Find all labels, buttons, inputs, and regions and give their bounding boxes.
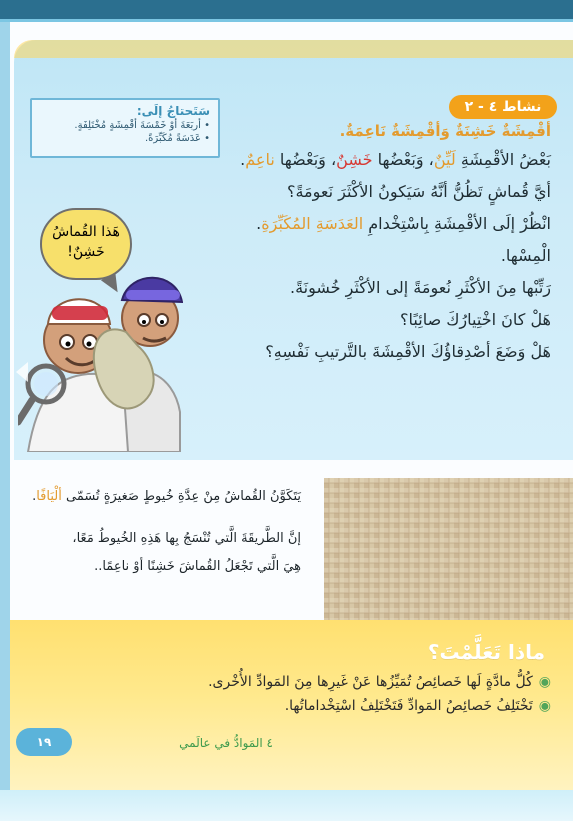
- materials-box: [30, 98, 220, 158]
- text-segment: يَتَكَوَّنُ القُماشُ مِنْ عِدَّةِ خُيوطٍ صَغيرَةٍ تُسَمّى: [61, 489, 301, 504]
- chevron-left-icon[interactable]: [16, 362, 28, 382]
- instruction-line-7: هَلْ وَضَعَ أصْدِقاؤُكَ الأقْمِشَةَ بالتَّرتيبِ نَفْسِهِ؟: [265, 342, 551, 361]
- activity-heading: أقْمِشَةٌ خَشِنَةٌ وَأقْمِشَةٌ نَاعِمَةٌ.: [339, 122, 551, 140]
- materials-item: • عَدَسَةً مُكَبِّرَةً.: [144, 133, 210, 144]
- highlight-smooth: ناعِمٌ: [245, 150, 275, 169]
- learned-item: [285, 698, 551, 714]
- learned-item: [208, 674, 551, 690]
- instruction-line-5: رَتِّبْها مِنَ الأكْثَرِ نُعومَةً إلى الأكْثَرِ خُشونَةً.: [290, 278, 551, 297]
- highlight-soft: لَيِّنٌ: [433, 150, 456, 169]
- instruction-line-3: [256, 214, 551, 233]
- page-number-chip: [16, 728, 72, 756]
- instruction-line-6: هَلْ كانَ اخْتِيارُكَ صائِبًا؟: [400, 310, 551, 329]
- top-bar: [0, 0, 573, 22]
- text-segment: ، وَبَعْضُها: [274, 150, 337, 169]
- activity-tag: نشاط ٤ - ٢: [449, 95, 557, 119]
- info-paragraph-1: [31, 486, 301, 508]
- info-paragraph-3: هِيَ الَّتي تَجْعَلُ القُماشَ خَشِنًا أوْ ناعِمًا..: [94, 559, 301, 574]
- page-edge: [0, 22, 10, 790]
- instruction-line-2: أيَّ قُماشٍ تَظُنُّ أنَّهُ سَيَكونُ الأكْثَرَ نَعومَةً؟: [286, 182, 551, 201]
- text-segment: انْظُرْ إلَى الأقْمِشَةِ بِاسْتِخْدامِ: [363, 214, 551, 233]
- learned-text: تَخْتَلِفُ خَصائِصُ المَوادِّ فَتَخْتَلِفُ اسْتِخْداماتُها.: [284, 698, 533, 714]
- fabric-texture-image: [324, 478, 573, 630]
- text-segment: ، وَبَعْضُها: [372, 150, 434, 169]
- instruction-line-4: الْمِسْها.: [500, 246, 551, 265]
- highlight-lens: العَدَسَةِ المُكَبِّرَةِ: [261, 214, 364, 233]
- highlight-rough: خَشِنٌ: [336, 150, 373, 169]
- materials-title: سَتَحتاجُ إلَى:: [136, 104, 210, 118]
- bottom-strip: [0, 790, 573, 821]
- text-segment: .: [256, 214, 262, 233]
- children-illustration: [18, 262, 183, 452]
- page-number: ١٩: [36, 735, 52, 749]
- learned-text: كُلُّ مادَّةٍ لَها خَصائِصُ تُمَيِّزُها عَنْ غَيرِها مِنَ المَوادِّ الأُخْرى.: [208, 674, 533, 690]
- text-segment: .: [240, 150, 246, 169]
- bullet-icon: ◉: [538, 674, 551, 690]
- learned-title: ماذا تَعَلَّمْتَ؟: [427, 640, 545, 664]
- highlight-fibers: ألْيَافًا: [36, 489, 62, 504]
- instruction-line-1: [240, 150, 551, 169]
- speech-bubble: هَذا القُماشُ خَشِنٌ!: [40, 208, 132, 280]
- text-segment: بَعْضُ الأقْمِشَةِ: [455, 150, 551, 169]
- text-segment: .: [32, 489, 37, 504]
- materials-item: • أربَعَةَ أوْ خَمْسَةَ أقْمِشَةٍ مُخْتَلِفَةٍ.: [74, 120, 210, 131]
- chapter-label: ٤ المَوادُّ في عالَمي: [179, 736, 273, 750]
- bullet-icon: ◉: [538, 698, 551, 714]
- info-paragraph-2: إنَّ الطَّريقَةَ الَّتي تُنْسَجُ بِها هَذِهِ الخُيوطُ مَعًا،: [72, 531, 301, 546]
